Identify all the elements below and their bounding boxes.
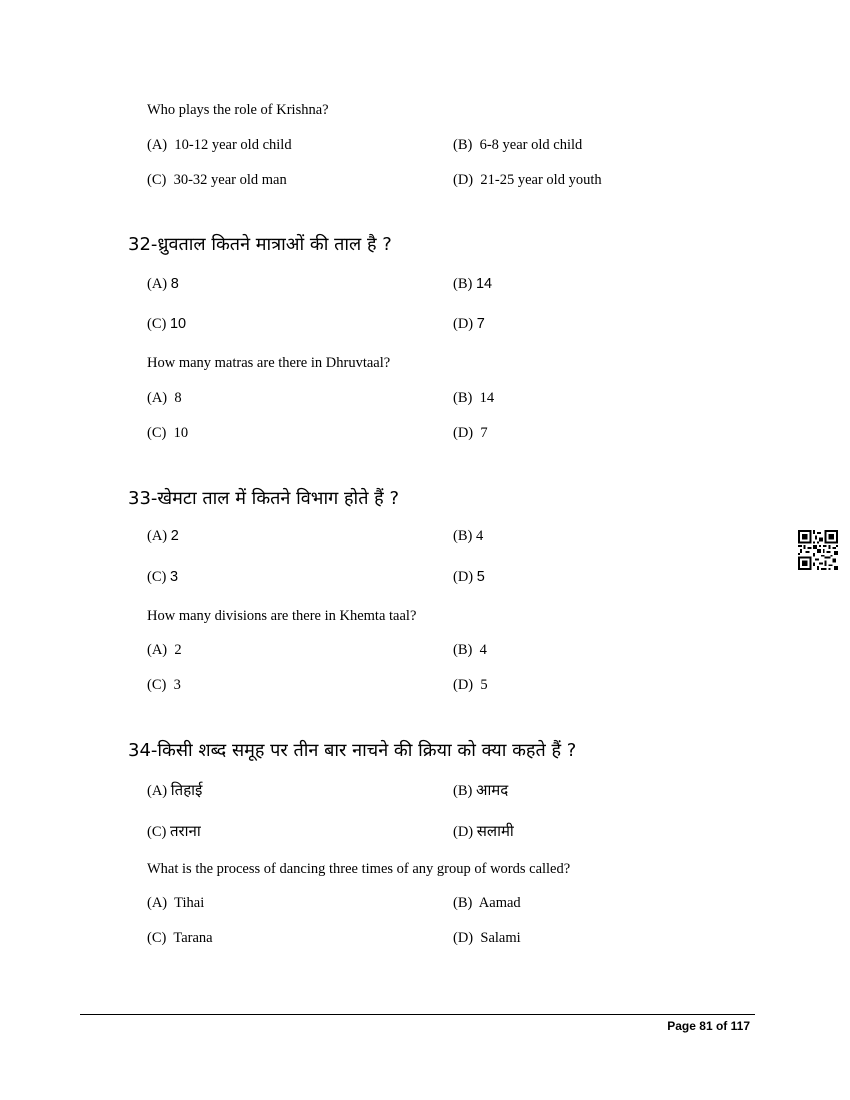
q34-hi-option-c (147, 821, 201, 841)
q33-en-option-d (453, 677, 488, 694)
option-text: 7 (476, 316, 485, 332)
option-label: (B) (453, 137, 473, 153)
option-text: 5 (476, 569, 485, 585)
option-text: 21-25 year old youth (480, 172, 602, 188)
q32-en-option-b (453, 390, 494, 407)
option-text: 6-8 year old child (479, 137, 583, 153)
q32-hi-option-b (453, 276, 492, 293)
option-text: Tihai (174, 895, 205, 911)
option-text: Tarana (173, 930, 213, 946)
q31-option-b (453, 137, 582, 154)
option-label: (D) (453, 677, 474, 693)
option-label: (B) (453, 528, 473, 544)
option-label: (C) (147, 930, 167, 946)
option-label: (B) (453, 895, 473, 911)
option-text: 2 (170, 528, 179, 544)
q32-en-option-a (147, 390, 182, 407)
q32-hi-option-c (147, 316, 186, 333)
option-label: (B) (453, 390, 473, 406)
q34-en-option-b (453, 895, 521, 912)
option-label: (B) (453, 783, 473, 799)
option-label: (D) (453, 425, 474, 441)
option-text: Salami (480, 930, 521, 946)
q33-question-en: How many divisions are there in Khemta taal? (147, 608, 417, 624)
option-label: (A) (147, 895, 168, 911)
q34-hi-option-b (453, 780, 508, 800)
footer-divider (80, 1014, 755, 1015)
q33-en-option-b (453, 642, 487, 659)
q33-en-option-a (147, 642, 182, 659)
option-label: (C) (147, 677, 167, 693)
option-label: (A) (147, 276, 168, 292)
option-text: तराना (169, 822, 201, 840)
q33-hi-option-d (453, 569, 485, 586)
option-label: (D) (453, 569, 474, 585)
q31-option-c (147, 172, 287, 189)
page-number: 81 (699, 1019, 713, 1033)
q33-question-hi: 33-खेमटा ताल में कितने विभाग होते हैं ? (128, 488, 400, 509)
option-label: (A) (147, 528, 168, 544)
qr-code-icon (798, 530, 838, 570)
option-text: 3 (173, 677, 181, 693)
option-label: (A) (147, 642, 168, 658)
q33-hi-option-c (147, 569, 178, 586)
option-label: (C) (147, 172, 167, 188)
option-label: (D) (453, 824, 474, 840)
option-text: 3 (169, 569, 179, 585)
option-label: (D) (453, 316, 474, 332)
option-label: (D) (453, 172, 474, 188)
option-text: 10 (173, 425, 189, 441)
q34-hi-option-d (453, 821, 514, 841)
q32-question-hi: 32-ध्रुवताल कितने मात्राओं की ताल है ? (128, 234, 392, 255)
q33-hi-option-a (147, 528, 179, 545)
q31-option-a (147, 137, 292, 154)
page-footer (667, 1019, 750, 1033)
q34-en-option-d (453, 930, 521, 947)
q32-en-option-c (147, 425, 188, 442)
of-label: of (715, 1019, 728, 1033)
q32-hi-option-d (453, 316, 485, 333)
option-text: 10-12 year old child (174, 137, 292, 153)
option-label: (C) (147, 824, 167, 840)
option-label: (B) (453, 276, 473, 292)
q34-hi-option-a (147, 780, 202, 800)
q33-en-option-c (147, 677, 181, 694)
option-text: 4 (475, 528, 484, 544)
option-text: 14 (479, 390, 495, 406)
page-label: Page (667, 1019, 696, 1033)
option-text: 8 (170, 276, 179, 292)
q31-question-en: Who plays the role of Krishna? (147, 102, 329, 118)
option-text: आमद (475, 781, 509, 799)
option-text: 8 (174, 390, 182, 406)
option-text: 4 (479, 642, 487, 658)
q32-question-en: How many matras are there in Dhruvtaal? (147, 355, 391, 371)
option-text: Aamad (478, 895, 521, 911)
q33-hi-option-b (453, 528, 483, 545)
option-text: 30-32 year old man (173, 172, 287, 188)
option-text: सलामी (476, 822, 514, 840)
option-text: 7 (480, 425, 488, 441)
option-text: 5 (480, 677, 488, 693)
option-text: तिहाई (170, 781, 203, 799)
q34-question-hi: 34-किसी शब्द समूह पर तीन बार नाचने की क्रिया को क्या कहते हैं ? (128, 740, 577, 761)
option-label: (A) (147, 137, 168, 153)
option-label: (D) (453, 930, 474, 946)
q34-en-option-c (147, 930, 213, 947)
q34-en-option-a (147, 895, 204, 912)
option-label: (C) (147, 316, 167, 332)
option-text: 2 (174, 642, 182, 658)
q34-question-en: What is the process of dancing three times of any group of words called? (147, 861, 571, 877)
total-pages: 117 (730, 1019, 750, 1033)
option-label: (A) (147, 783, 168, 799)
option-label: (A) (147, 390, 168, 406)
option-label: (C) (147, 569, 167, 585)
q32-hi-option-a (147, 276, 179, 293)
q31-option-d (453, 172, 602, 189)
option-text: 14 (475, 276, 493, 292)
option-label: (B) (453, 642, 473, 658)
option-label: (C) (147, 425, 167, 441)
q32-en-option-d (453, 425, 488, 442)
option-text: 10 (169, 316, 187, 332)
